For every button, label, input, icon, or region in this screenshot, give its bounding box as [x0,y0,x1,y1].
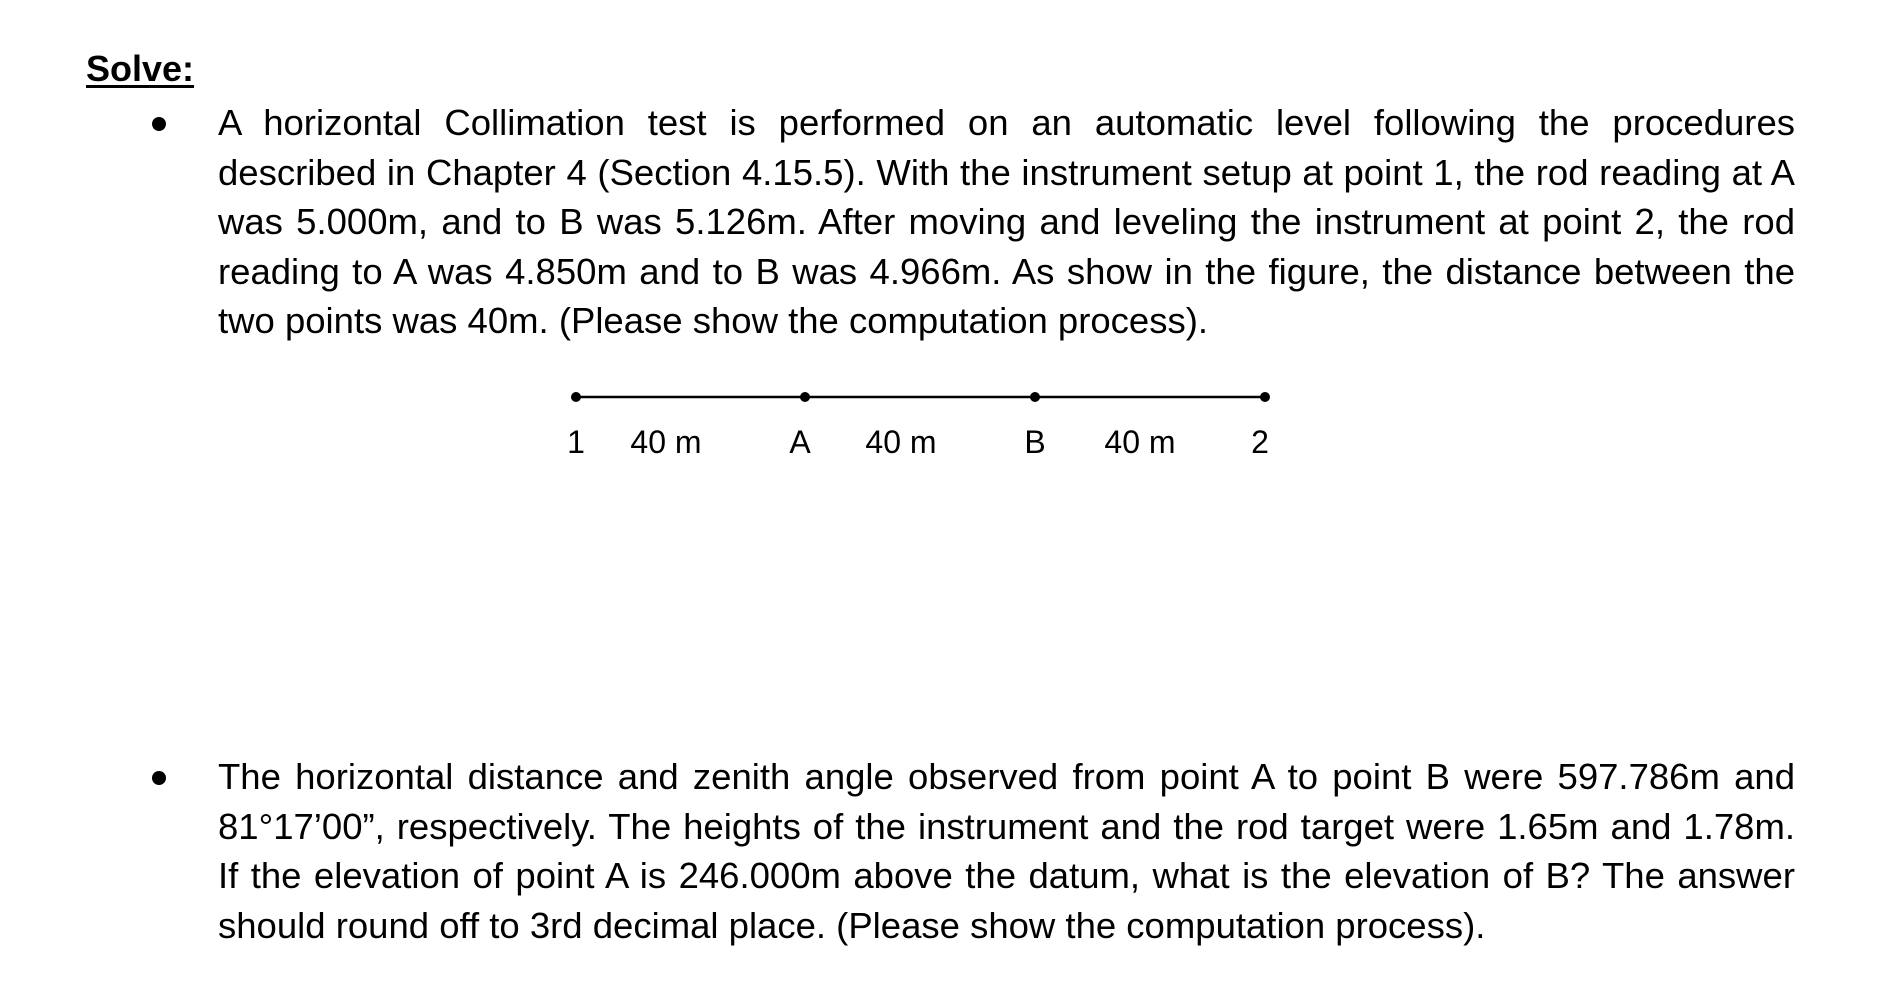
point-a-label: A [789,424,811,460]
point-1-marker [571,392,581,402]
section-heading: Solve: [86,48,195,89]
point-b-marker [1030,392,1040,402]
bullet-icon [152,117,166,131]
point-a-marker [800,392,810,402]
point-2-marker [1260,392,1270,402]
point-2-label: 2 [1251,424,1269,460]
problem-1-text: A horizontal Collimation test is performed on an automatic level following the procedures described in Chapter 4 (Section 4.15.5). With the instrument setup at point 1, the rod reading at A was 5.000m, and to B was 5.126m. After moving and leveling the instrument at point 2, the rod reading to A was 4.850m and to B was 4.966m. As show in the figure, the distance between the two points was 40m. (Please show the computation process). [218,102,1795,341]
distance-1a-label: 40 m [630,424,702,460]
distance-ab-label: 40 m [865,424,937,460]
problem-2-text: The horizontal distance and zenith angle observed from point A to point B were 597.786m and 81°17’00”, respectively. The heights of the instrument and the rod target were 1.65m and 1.78m. If the elevation of point A is 246.000m above the datum, what is the elevation of B? The answer should round off to 3rd decimal place. (Please show the computation process). [218,756,1795,946]
collimation-figure [540,380,1300,470]
bullet-icon [152,771,166,785]
distance-b2-label: 40 m [1104,424,1176,460]
point-1-label: 1 [567,424,585,460]
point-b-label: B [1024,424,1046,460]
